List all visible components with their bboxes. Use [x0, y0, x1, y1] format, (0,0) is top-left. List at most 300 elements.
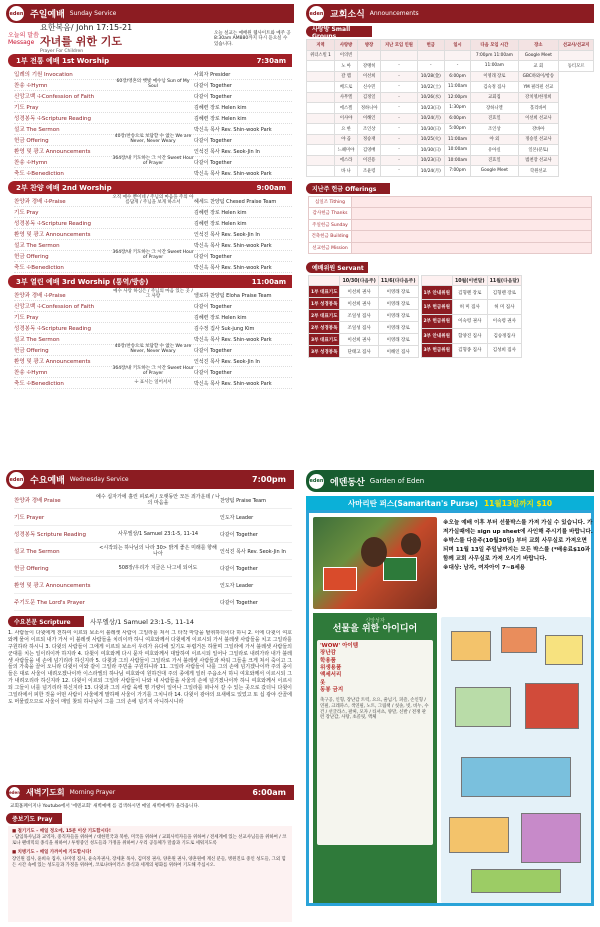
offering-amount [352, 231, 592, 243]
wednesday-item-label: 헌금 Offering [14, 566, 49, 572]
eden-subtitle: Garden of Eden [369, 477, 425, 485]
table-cell [307, 124, 335, 135]
offering-amount [352, 196, 592, 208]
offering-amount [352, 219, 592, 231]
worship-item-leader: 다같이 Together [194, 347, 232, 354]
worship-item-leader: 다같이 Together [194, 82, 232, 89]
wednesday-item-label: 찬양과 경배 Praise [14, 498, 61, 504]
gift-ideas-card [313, 613, 437, 903]
group-column-header: 지난 모임 인원 [381, 40, 417, 51]
worship-item-label: 환영 및 광고 Announcements [14, 149, 91, 155]
worship-row [14, 157, 292, 168]
offering-label: 십일조 Tithing [309, 196, 352, 208]
offering-amount [352, 208, 592, 220]
table-cell: 유아실 [471, 145, 518, 156]
morning-prayer-time: 6:00am [252, 788, 286, 797]
table-cell [307, 103, 335, 114]
table-cell: 야 외 [471, 134, 518, 145]
worship-item-detail: 364장/내 기도하는 그 시간 Sweet Hour of Prayer [112, 366, 194, 376]
table-cell: 이진용 [358, 155, 381, 166]
worship-item-leader: 인석진 목사 Rev. Seok-Jin In [194, 231, 260, 238]
wednesday-item-label: 설교 The Sermon [14, 549, 60, 555]
servant-name: 단태고 집사 [340, 346, 378, 358]
worship-row [14, 262, 292, 273]
table-cell: - [381, 103, 417, 114]
worship-item-leader: 헤세드 찬양팀 Chesed Praise Team [194, 198, 277, 205]
table-cell: 10/28(金) [417, 71, 444, 82]
table-cell: 요 한 [334, 124, 357, 135]
worship-row [14, 345, 292, 356]
worship-row [14, 135, 292, 146]
worship-item-leader: 김혜련 장로 Helen kim [194, 209, 247, 216]
offering-row [309, 242, 592, 254]
wednesday-item-leader: 찬양팀 Praise Team [220, 497, 267, 504]
table-cell: 10/30(日) [417, 124, 444, 135]
guide-item-1: ※오늘 예배 이후 부터 선물박스를 가져 가실 수 있습니다. 가져가실때에는 sign up sheet에 사인해 주시기를 바랍니다. [443, 520, 593, 535]
group-column-header: 다음 모임 시간 [471, 40, 518, 51]
servant-row [309, 346, 419, 358]
table-cell: 정하니아 [358, 103, 381, 114]
table-cell: 1:30pm [444, 103, 470, 114]
servant-row [309, 310, 419, 322]
worship-item-leader: 박신옥 목사 Rev. Shin-wook Park [194, 242, 272, 249]
worship-item-label: 축도 ☩Benediction [14, 171, 64, 177]
servant-row [309, 334, 419, 346]
wednesday-item-detail: 508장/우리가 지금은 나그네 되어도 [118, 565, 198, 571]
table-cell: 10/23(日) [417, 103, 444, 114]
offerings-header: 지난주 헌금 Offerings [306, 183, 390, 194]
group-column-header: 헌금 [417, 40, 444, 51]
table-row [307, 166, 594, 177]
worship-item-leader: 다같이 Together [194, 303, 232, 310]
servant-name: 김형종 집사 [452, 343, 487, 357]
table-cell: 갈 렙 [334, 71, 357, 82]
eden-logo-icon: eden [308, 473, 325, 490]
table-cell: 이의빈 [334, 50, 357, 61]
second-worship-header: 2부 찬양 예배 2nd Worship 9:00am [8, 181, 292, 194]
worship-item-label: 기도 Pray [14, 315, 39, 321]
gift-card-kicker: 신앙성자 [365, 618, 385, 624]
servant-role: 1부 헌금위원 [421, 300, 452, 314]
table-cell: 학원선교 [518, 166, 559, 177]
worship-item-label: 신앙고백 ☩Confession of Faith [14, 304, 95, 310]
table-cell: 정승연 선교사 [518, 134, 559, 145]
offering-row [309, 196, 592, 208]
wednesday-item-label: 기도 Prayer [14, 515, 45, 521]
servant-name: 이영래 장로 [378, 322, 418, 334]
gift-category: 옷 [320, 679, 326, 686]
table-cell: 정승재 [358, 134, 381, 145]
worship-item-label: 설교 The Sermon [14, 243, 60, 249]
table-cell [307, 82, 335, 93]
servant-name: 김형렌 장로 [452, 286, 487, 300]
this-month-header: 10월(이번달) [452, 276, 487, 286]
offering-label: 주일헌금 Sunday [309, 219, 352, 231]
worship-item-label: 헌금 Offering [14, 254, 49, 260]
wednesday-panel [0, 466, 300, 927]
gift-category: 액세서리 [320, 672, 342, 679]
sunday-title: 주일예배 [30, 10, 65, 20]
children-gift-photo [313, 517, 437, 609]
worship-item-leader: 다같이 Together [194, 137, 232, 144]
group-column-header: 선교사/선교지 [559, 40, 594, 51]
shipping-map-illustration [441, 617, 591, 903]
gift-guide [443, 519, 593, 573]
table-cell: 10/25(火) [417, 134, 444, 145]
table-cell: 위더스빌 1 [307, 50, 335, 61]
table-cell: 이영래 장로 [471, 71, 518, 82]
table-cell: 10/24(月) [417, 113, 444, 124]
table-cell [444, 50, 470, 61]
table-cell: 장하니엘 [471, 103, 518, 114]
table-cell [307, 166, 335, 177]
prayer-heading-1: ■ 절기기도 – 매일 정오에, 15분 이상 기도합시다! [12, 829, 111, 834]
table-cell: 신수민 [358, 82, 381, 93]
table-cell: 이해인 [358, 113, 381, 124]
eden-banner [306, 470, 594, 492]
table-cell: 교 회 [518, 61, 559, 72]
wednesday-item-leader: 다같이 Together [220, 565, 258, 572]
week-after-header: 11/6(다다음주) [378, 276, 418, 286]
next-week-header: 10/30(다음주) [340, 276, 378, 286]
gift-card-text: 축구공, 인형, 장난감 트럭, 요요, 줄넘기, 퍼즐, 손인형 / 연필, 크레파스, 색연필, 노트, 그림책 / 칫솔, 빗, 비누, 수건 / 선글라스, 팔찌, 모자 / 티셔츠, 양말, 신발 / 전쟁 관련 장난감, 사탕, 초콜릿, 액체 [320, 697, 429, 721]
servant-name: 이영래 장로 [378, 298, 418, 310]
table-cell: 강바아 [518, 124, 559, 135]
worship-item-label: 입례의 기원 Invocation [14, 72, 73, 78]
table-cell: 10/24(月) [417, 166, 444, 177]
worship-row [14, 91, 292, 102]
guide-item-3: ※대상: 남자, 여자아이 7~8세용 [443, 564, 526, 571]
worship-item-leader: 김혜련 장로 Helen kim [194, 115, 247, 122]
worship-item-label: 설교 The Sermon [14, 337, 60, 343]
third-worship-order [0, 290, 300, 389]
wednesday-row [14, 560, 292, 577]
table-cell: 김영배 [358, 145, 381, 156]
table-cell: Google Meet [471, 166, 518, 177]
wednesday-row [14, 577, 292, 594]
worship-item-leader: 다같이 Together [194, 159, 232, 166]
eden-logo-icon: eden [8, 786, 21, 799]
group-column-header: 일시 [444, 40, 470, 51]
offerings-table [308, 196, 592, 255]
message-label: 오늘의 말씀 [8, 31, 39, 39]
servant-name: 이해인 집사 [378, 346, 418, 358]
wednesday-banner [6, 470, 294, 489]
servant-role: 2부 대표기도 [309, 310, 340, 322]
table-cell: - [381, 82, 417, 93]
table-cell: 10/26(水) [417, 92, 444, 103]
servant-role: 1부 성경봉독 [309, 298, 340, 310]
table-cell: 이선희 선교사 [518, 113, 559, 124]
table-cell: 에스겔 [334, 103, 357, 114]
first-worship-header: 1부 전통 예배 1st Worship 7:30am [8, 54, 292, 67]
worship-item-leader: 인석진 목사 Rev. Seok-Jin In [194, 358, 260, 365]
table-cell: 7:00pm [444, 166, 470, 177]
table-cell: - [381, 61, 417, 72]
table-row [307, 61, 594, 72]
worship-item-detail: 40장/찬송으로 보답할 수 없는 We are Never, Never Weary [114, 134, 192, 144]
table-cell: 6:00pm [444, 113, 470, 124]
servant-role: 1부 안내위원 [421, 286, 452, 300]
announcements-title: 교회소식 [330, 10, 365, 20]
worship-item-label: 찬양과 경배 ☩Praise [14, 199, 66, 205]
wednesday-row [14, 543, 292, 560]
worship-row [14, 196, 292, 207]
servant-name: 이영래 장로 [378, 286, 418, 298]
gift-category: 'WOW' 아이템 [320, 642, 359, 649]
offering-row [309, 231, 592, 243]
table-cell: 11:00am [444, 82, 470, 93]
servant-name: 이선희 권사 [340, 298, 378, 310]
table-cell: 홀리바이 [518, 103, 559, 114]
eden-logo-icon: eden [8, 5, 25, 22]
worship-item-leader: 다같이 Together [194, 253, 232, 260]
worship-item-label: 신앙고백 ☩Confession of Faith [14, 94, 95, 100]
offering-label: 감사헌금 Thanks [309, 208, 352, 220]
morning-prayer-banner [6, 785, 294, 800]
group-column-header: 사랑방 [334, 40, 357, 51]
worship-item-label: 헌금 Offering [14, 138, 49, 144]
wednesday-title: 수요예배 [30, 476, 65, 486]
worship-item-label: 찬송 ☩Hymn [14, 160, 48, 166]
second-worship-order [0, 196, 300, 273]
gift-category: 장난감 [320, 650, 336, 657]
sunday-banner [6, 4, 294, 23]
table-cell: 동티모르 [559, 61, 594, 72]
servant-row [421, 314, 522, 328]
table-row [307, 50, 594, 61]
table-cell: 강치영/한정희 [518, 92, 559, 103]
table-row [307, 71, 594, 82]
worship-item-detail: ☩ 표시는 일어서서 [134, 379, 172, 385]
servant-row [309, 322, 419, 334]
worship-item-leader: 인석진 목사 Rev. Seok-Jin In [194, 148, 260, 155]
worship-row [14, 251, 292, 262]
worship-row [14, 367, 292, 378]
table-row [307, 113, 594, 124]
sermon-reference: 요한복음/ John 17:15-21 [40, 23, 133, 33]
wednesday-order [0, 492, 300, 611]
servant-role: 3부 안내위원 [421, 329, 452, 343]
table-cell [307, 92, 335, 103]
worship-row [14, 301, 292, 312]
worship-item-label: 기도 Pray [14, 210, 39, 216]
servant-row [421, 329, 522, 343]
gift-card-title: 선물을 위한 아이디어 [332, 624, 418, 634]
worship-item-leader: 김혜련 장로 Helen kim [194, 104, 247, 111]
worship-item-label: 환영 및 광고 Announcements [14, 232, 91, 238]
worship-item-label: 성경봉독 ☩Scripture Reading [14, 221, 91, 227]
table-cell [307, 145, 335, 156]
next-month-header: 11월(다음달) [487, 276, 522, 286]
table-cell: 느헤미야 [334, 145, 357, 156]
table-row [307, 103, 594, 114]
servant-role: 3부 대표기도 [309, 334, 340, 346]
worship-item-leader: 사회자 Presider [194, 71, 231, 78]
table-cell: 7:00pm 11:00am [471, 50, 518, 61]
group-column-header: 장소 [518, 40, 559, 51]
worship-item-label: 찬송 ☩Hymn [14, 370, 48, 376]
worship-item-leader: 다같이 Together [194, 369, 232, 376]
samaritan-deadline: 11월13일까지 $10 [483, 498, 553, 508]
table-cell: - [417, 61, 444, 72]
table-cell: - [381, 124, 417, 135]
table-cell: - [444, 61, 470, 72]
worship-item-leader: 김혜련 장로 Helen kim [194, 314, 247, 321]
servant-name: 함양진 집사 [452, 329, 487, 343]
wednesday-item-label: 주기도문 The Lord's Prayer [14, 600, 85, 606]
table-cell: 조인상 [471, 124, 518, 135]
gift-category: 동봉 금지 [320, 687, 344, 694]
table-cell: 11:00am [444, 134, 470, 145]
offering-label: 건축헌금 Building [309, 231, 352, 243]
servant-role: 2부 헌금위원 [421, 314, 452, 328]
table-cell: 조윤령 [358, 166, 381, 177]
table-cell: - [381, 155, 417, 166]
scripture-reference: 사무엘상/1 Samuel 23:1-5, 11-14 [90, 618, 195, 626]
wednesday-item-leader: 인석진 목사 Rev. Seok-Jin In [220, 548, 286, 555]
table-cell: - [381, 166, 417, 177]
worship-item-detail: 364장/내 기도하는 그 시간 Sweet Hour of Prayer [112, 250, 194, 260]
prayer-heading-2: ■ 치병기도 – 매일 가까이에 기도합시다! [12, 850, 92, 856]
gift-category: 위생용품 [320, 664, 342, 671]
worship-item-leader: 박신옥 목사 Rev. Shin-wook Park [194, 264, 272, 271]
table-cell: - [381, 71, 417, 82]
wednesday-item-detail: <시작되는 하나님의 나라 30> 밝게 좋은 미래를 향해 나아 [99, 545, 217, 557]
servant-name: 허 미 집사 [452, 300, 487, 314]
scripture-label: 수요본문 Scripture [8, 616, 84, 627]
table-cell: - [381, 92, 417, 103]
servant-name: 김형렌 장로 [487, 286, 522, 300]
table-cell: 범천장 선교사 [518, 155, 559, 166]
table-cell: 베드로 [334, 82, 357, 93]
servant-name: 이숙령 권사 [452, 314, 487, 328]
worship-item-label: 헌금 Offering [14, 348, 49, 354]
group-column-header: 방장 [358, 40, 381, 51]
small-groups-table [306, 39, 594, 177]
servant-name: 조일성 집사 [340, 322, 378, 334]
servant-table-right [421, 275, 523, 358]
sermon-header [8, 23, 292, 54]
eden-logo-icon: eden [308, 5, 325, 22]
table-row [307, 92, 594, 103]
table-cell: GBC하와이/항송 [518, 71, 559, 82]
worship-item-detail: 오직 예수 뿐이네 / 주님의 마음을 주의 아름답게 / 주님을 보게 하소서 [112, 195, 194, 205]
worship-item-label: 설교 The Sermon [14, 127, 60, 133]
wednesday-subtitle: Wednesday Service [69, 476, 129, 483]
morning-prayer-title: 새벽기도회 [26, 788, 65, 797]
sunday-service-panel [0, 0, 300, 463]
table-row [307, 124, 594, 135]
wednesday-time: 7:00pm [252, 475, 286, 484]
third-worship-header: 3부 열린 예배 3rd Worship (통역/방송) 11:00am [8, 275, 292, 288]
table-cell [381, 50, 417, 61]
small-groups-header: 사랑방 Small Groups [306, 26, 372, 37]
table-cell: YM 필라핀 선교 [518, 82, 559, 93]
eden-title: 에덴동산 [330, 477, 365, 488]
worship-item-leader: 다같이 Together [194, 93, 232, 100]
garden-of-eden-panel [300, 466, 600, 927]
worship-row [14, 378, 292, 389]
worship-item-label: 찬송 ☩Hymn [14, 83, 48, 89]
table-cell: 이사야 [334, 113, 357, 124]
scripture-text: 1. 사람들이 다윗에게 전하여 이르되 보소서 블레셋 사람이 그일라를 쳐서 그 타작 마당을 탈취하더이다 하니 2. 이에 다윗이 여호와께 물어 이르되 내가 가서 이 블레셋 사람들을 치리이까 하니 여호와께서 다윗에게 이르시되 가서 블레셋 사람들을 치고 그일라를 구원하라 하시니 3. 다윗의 사람들이 그에게 이르되 보소서 우리가 유다에 있기도 두렵거든 하물며 그일라에 가서 블레셋 사람들의 군대를 치는 일이리이까 하지라 4. 다윗이 여호와께 다시 묻자 여호와께서 대답하여 이르시되 일어나 그일라로 내려가라 내가 블레셋 사람들을 네 손에 넘기리라 하신지라 5. 다윗과 그의 사람들이 그일라로 가서 블레셋 사람들과 싸워 그들을 크게 쳐서 죽이고 그들의 가축을 끌어 오니라 다윗이 이와 같이 그일라 주민을 구원하니라 11. 그일라 사람들이 나를 그의 손에 넘기겠나이까 주의 종이 들은 대로 사울이 내려오겠나이까 이스라엘의 하나님 여호와여 원하건대 주의 종에게 일러 주옵소서 하니 여호와께서 이르시되 그가 내려오리라 하신지라 12. 다윗이 이르되 그일라 사람들이 나와 내 사람들을 사울의 손에 넘기겠나이까 하니 여호와께서 이르시되 그들이 너를 넘기리라 하신지라 13. 다윗과 그의 사람 육백 명 가량이 일어나 그일라를 떠나서 갈 수 있는 곳으로 갔더니 다윗이 그일라에서 피한 것을 어떤 사람이 사울에게 말하매 사울이 가기를 그치니라 14. 다윗이 광야의 요새에도 있었고 또 십 광야 산골에도 머물렀으므로 사울이 매일 찾되 하나님이 그를 그의 손에 넘기지 아니하시니라 [8, 630, 292, 705]
servant-name: 김승정집사 [487, 329, 522, 343]
worship-row [14, 323, 292, 334]
wednesday-row [14, 492, 292, 509]
table-row [307, 145, 594, 156]
table-row [307, 134, 594, 145]
prayer-items-1: - 담임목사님과 교역자, 중직자들을 위하여 / 대한민국과 북한, 미국을 위하여 / 교회사역자들을 위하여 / 전세계에 있는 선교사님들을 위하여 / 코로나 팬데믹의 종식을 위하여 / 투병중인 성도들과 가정을 위하여 / 우리 공동체가 말씀과 기도로 세워지도록 [12, 835, 287, 847]
table-cell: 야 곱 [334, 134, 357, 145]
table-cell: 바 나 [334, 166, 357, 177]
morning-prayer-subtitle: Morning Prayer [69, 789, 116, 796]
wednesday-item-detail: 사무엘상/1 Samuel 23:1-5, 11-14 [117, 531, 199, 537]
worship-row [14, 312, 292, 323]
sunday-subtitle: Sunday Service [69, 10, 117, 17]
worship-item-label: 축도 ☩Benediction [14, 265, 64, 271]
servant-row [421, 343, 522, 357]
worship-item-label: 성경봉독 ☩Scripture Reading [14, 326, 91, 332]
servant-row [421, 286, 522, 300]
guide-item-2: ※박스를 다음주(10월30일) 부터 교회 사무실로 가져오면 되며 11월 13일 주일날까지는 모든 박스를 (*배송료$10과 함께 교회 사무실로 가져 오시기 바랍니다. [443, 537, 591, 562]
worship-item-label: 축도 ☩Benediction [14, 381, 64, 387]
servant-role: 3부 헌금위원 [421, 343, 452, 357]
table-cell: - [381, 134, 417, 145]
table-cell: 10/30(日) [417, 145, 444, 156]
samaritan-box [306, 510, 594, 906]
table-cell: 김숙정 집사 [471, 82, 518, 93]
worship-item-label: 기도 Pray [14, 105, 39, 111]
announcements-panel [300, 0, 600, 463]
servant-name: 조일성 집사 [340, 310, 378, 322]
worship-item-label: 성경봉독 ☩Scripture Reading [14, 116, 91, 122]
servant-role: 2부 성경봉독 [309, 322, 340, 334]
gift-card-content [317, 640, 433, 845]
wednesday-item-leader: 인도자 Leader [220, 514, 254, 521]
table-cell [559, 50, 594, 61]
table-cell: 일본(분토) [518, 145, 559, 156]
offering-row [309, 208, 592, 220]
table-cell: 진효일 [471, 113, 518, 124]
wednesday-item-leader: 인도자 Leader [220, 582, 254, 589]
servant-row [421, 300, 522, 314]
table-cell: - [381, 113, 417, 124]
table-cell: 노 아 [334, 61, 357, 72]
table-cell: 6:00pm [444, 71, 470, 82]
worship-item-leader: 김수정 집사 Suk-jung Kim [194, 325, 255, 332]
worship-row [14, 102, 292, 113]
sermon-subtitle: Prayer For Children [40, 48, 84, 54]
announcements-banner [306, 4, 594, 23]
servant-header: 예배위원 Servant [306, 262, 368, 273]
wednesday-item-label: 성경봉독 Scripture Reading [14, 532, 87, 538]
servant-name: 김성희 집사 [487, 343, 522, 357]
worship-row [14, 290, 292, 301]
table-cell: 10/22(土) [417, 82, 444, 93]
samaritan-header: 사마리탄 퍼스(Samaritan's Purse) 11월13일까지 $10 [306, 496, 594, 510]
table-cell: 김정일 [358, 92, 381, 103]
wednesday-item-leader: 다같이 Together [220, 531, 258, 538]
table-cell: 5:00pm [444, 124, 470, 135]
message-label-en: Message [8, 39, 35, 46]
table-cell: 조인상 [358, 124, 381, 135]
worship-item-leader: 박신옥 목사 Rev. Shin-wook Park [194, 126, 272, 133]
servant-row [309, 298, 419, 310]
table-cell [417, 50, 444, 61]
table-row [307, 82, 594, 93]
sermon-title: 자녀를 위한 기도 [40, 34, 123, 48]
